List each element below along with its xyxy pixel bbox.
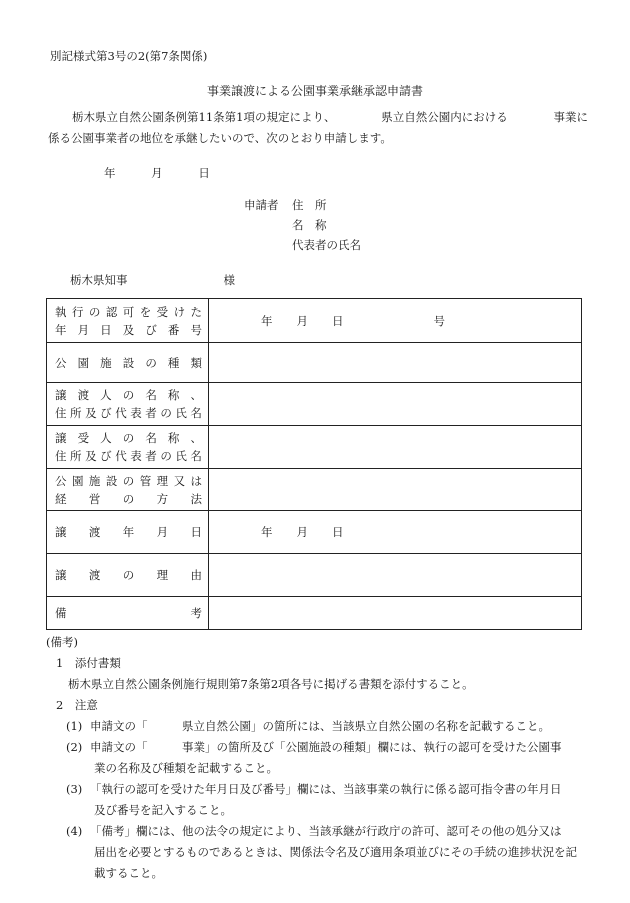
attachments-text: 栃木県立自然公園条例施行規則第7条第2項各号に掲げる書類を添付すること。 xyxy=(68,677,474,691)
label-line xyxy=(55,354,202,372)
label-char: 執 xyxy=(55,304,67,319)
label-char: び xyxy=(145,322,157,337)
label-char: 譲 xyxy=(55,568,67,582)
caution-item-text: 申請文の「 県立自然公園」の箇所には、当該県立自然公園の名称を記載すること。 xyxy=(90,719,550,733)
caution-item-continuation: 届出を必要とするものであるときは、関係法令名及び適用条項並びにその手続の進捗状況を記 xyxy=(94,845,577,859)
attachments-title: 1 添付書類 xyxy=(56,656,121,670)
form-code: 別記様式第3号の2(第7条関係) xyxy=(50,49,208,63)
label-char: の xyxy=(122,473,135,488)
value-unit: 号 xyxy=(433,313,445,328)
value-unit: 日 xyxy=(332,313,344,328)
label-char: 代 xyxy=(115,406,127,420)
caution-item xyxy=(46,821,577,842)
remarks-heading: (備考) xyxy=(46,635,78,649)
label-char: 公 xyxy=(55,473,67,488)
label-char: 経 xyxy=(55,491,67,506)
label-char: 管 xyxy=(139,473,152,488)
statement-part: 事業に xyxy=(553,110,588,124)
form-row-label xyxy=(47,343,209,383)
label-line xyxy=(55,321,202,339)
label-line xyxy=(55,429,202,447)
label-char: 渡 xyxy=(77,388,90,402)
label-char: の xyxy=(160,406,172,420)
label-char: 、 xyxy=(190,431,202,445)
form-row xyxy=(47,343,582,383)
caution-title: 2 注意 xyxy=(56,698,98,712)
label-line xyxy=(55,523,202,541)
caution-item-text: 申請文の「 事業」の箇所及び「公園施設の種類」欄には、執行の認可を受けた公園事 xyxy=(90,740,562,754)
label-char: 号 xyxy=(190,322,202,337)
label-line xyxy=(55,566,202,584)
date-day: 日 xyxy=(198,166,210,180)
statement-line-1 xyxy=(48,107,588,128)
form-row xyxy=(47,554,582,597)
applicant-address-label: 住 所 xyxy=(292,198,327,212)
label-char: 及 xyxy=(122,322,135,337)
application-statement xyxy=(48,107,588,149)
label-char: 備 xyxy=(55,606,67,620)
form-row-value[interactable] xyxy=(209,426,582,469)
form-row-label xyxy=(47,469,209,511)
label-char: け xyxy=(173,304,186,319)
label-char: 表 xyxy=(130,406,142,420)
applicant-label: 申請者 xyxy=(244,198,279,212)
label-char: 及 xyxy=(85,406,97,420)
caution-item-text: 「備考」欄には、他の法令の規定により、当該承継が行政庁の許可、認可その他の処分又は xyxy=(90,824,562,838)
form-row-value[interactable] xyxy=(209,597,582,630)
label-char: 譲 xyxy=(55,388,67,402)
date-month: 月 xyxy=(151,166,163,180)
label-line xyxy=(55,604,202,622)
remarks-section xyxy=(46,632,577,884)
caution-item xyxy=(46,716,577,737)
date-year: 年 xyxy=(104,166,116,180)
label-char: 方 xyxy=(156,491,169,506)
form-row-label xyxy=(47,597,209,630)
label-char: 受 xyxy=(77,431,90,445)
addressee-name: 栃木県知事 xyxy=(70,273,128,287)
caution-item-text: 「執行の認可を受けた年月日及び番号」欄には、当該事業の執行に係る認可指令書の年月日 xyxy=(90,782,562,796)
label-char: 施 xyxy=(88,473,101,488)
label-char: の xyxy=(145,355,157,370)
form-row-value[interactable] xyxy=(209,343,582,383)
label-line xyxy=(55,472,202,490)
document-title: 事業譲渡による公園事業承継承認申請書 xyxy=(206,84,423,98)
label-line xyxy=(55,303,202,321)
form-row xyxy=(47,511,582,554)
label-char: 月 xyxy=(77,322,90,337)
form-row-label xyxy=(47,299,209,343)
label-line xyxy=(55,404,202,422)
label-char: 年 xyxy=(122,525,135,539)
label-char: 番 xyxy=(167,322,180,337)
form-row-value[interactable] xyxy=(209,469,582,511)
label-char: 氏 xyxy=(175,406,187,420)
label-char: 法 xyxy=(190,491,202,506)
label-char: 譲 xyxy=(55,525,67,539)
label-char: の xyxy=(122,568,135,582)
value-unit: 年 xyxy=(261,313,273,328)
label-char: 由 xyxy=(190,568,202,582)
label-char: 考 xyxy=(190,606,202,620)
label-char: 受 xyxy=(156,304,169,319)
label-char: 年 xyxy=(55,322,67,337)
label-line xyxy=(55,386,202,404)
form-row xyxy=(47,597,582,630)
label-char: 譲 xyxy=(55,431,67,445)
label-char: 人 xyxy=(100,388,112,402)
label-char: 施 xyxy=(100,355,112,370)
label-char: 者 xyxy=(145,406,157,420)
caution-item-number: (3) xyxy=(66,782,83,796)
label-char: 園 xyxy=(71,473,84,488)
caution-item-continuation: 業の名称及び種類を記載すること。 xyxy=(94,761,278,775)
label-char: 名 xyxy=(145,388,157,402)
label-char: は xyxy=(190,473,202,488)
label-char: 渡 xyxy=(88,568,101,582)
label-char: の xyxy=(160,449,172,463)
label-char: 人 xyxy=(100,431,112,445)
caution-item-continuation: 載すること。 xyxy=(94,866,163,880)
caution-item-number: (1) xyxy=(66,719,83,733)
label-char: 及 xyxy=(85,449,97,463)
value-unit: 月 xyxy=(296,525,308,539)
caution-item xyxy=(46,779,577,800)
label-char: 理 xyxy=(156,568,169,582)
label-char: 日 xyxy=(100,322,112,337)
label-char: 設 xyxy=(122,355,135,370)
label-char: 所 xyxy=(70,449,82,463)
label-char: び xyxy=(100,406,112,420)
label-char: を xyxy=(139,304,152,319)
addressee xyxy=(70,272,235,288)
label-char: 名 xyxy=(145,431,157,445)
label-char: 所 xyxy=(70,406,82,420)
form-row xyxy=(47,469,582,511)
form-row-label xyxy=(47,511,209,554)
applicant-representative-label: 代表者の氏名 xyxy=(292,238,361,252)
label-char: 類 xyxy=(190,355,202,370)
label-char: 設 xyxy=(105,473,118,488)
label-char: 名 xyxy=(190,449,202,463)
label-char: 又 xyxy=(173,473,186,488)
label-char: 可 xyxy=(122,304,135,319)
label-char: の xyxy=(88,304,101,319)
caution-item-number: (2) xyxy=(66,740,83,754)
label-char: 住 xyxy=(55,406,67,420)
caution-item-number: (4) xyxy=(66,824,83,838)
application-form-table xyxy=(46,298,582,630)
label-char: の xyxy=(122,431,135,445)
label-char: の xyxy=(122,388,135,402)
label-char: 営 xyxy=(88,491,101,506)
form-row-value[interactable] xyxy=(209,299,582,343)
form-row xyxy=(47,426,582,469)
label-char: た xyxy=(190,304,202,319)
label-char: 住 xyxy=(55,449,67,463)
label-char: の xyxy=(122,491,135,506)
label-char: 認 xyxy=(105,304,118,319)
label-char: 種 xyxy=(167,355,180,370)
label-char: 氏 xyxy=(175,449,187,463)
form-row-label xyxy=(47,426,209,469)
label-char: 者 xyxy=(145,449,157,463)
addressee-honorific: 様 xyxy=(223,273,235,287)
label-char: 表 xyxy=(130,449,142,463)
label-char: 公 xyxy=(55,355,67,370)
label-char: 称 xyxy=(167,388,180,402)
label-char: 園 xyxy=(77,355,90,370)
label-char: 日 xyxy=(190,525,202,539)
value-unit: 月 xyxy=(296,313,308,328)
form-row-value[interactable] xyxy=(209,554,582,597)
label-char: 理 xyxy=(156,473,169,488)
statement-part: 県立自然公園内における xyxy=(381,110,508,124)
form-row-label xyxy=(47,383,209,426)
label-char: 称 xyxy=(167,431,180,445)
label-char: 渡 xyxy=(88,525,101,539)
caution-items xyxy=(46,716,577,884)
value-unit: 年 xyxy=(261,525,273,539)
form-row-label xyxy=(47,554,209,597)
caution-item-continuation: 及び番号を記入すること。 xyxy=(94,803,232,817)
form-row xyxy=(47,383,582,426)
caution-item xyxy=(46,737,577,758)
label-line xyxy=(55,447,202,465)
label-line xyxy=(55,490,202,508)
label-char: び xyxy=(100,449,112,463)
label-char: 代 xyxy=(115,449,127,463)
label-char: 、 xyxy=(190,388,202,402)
label-char: 行 xyxy=(71,304,84,319)
form-row-value[interactable] xyxy=(209,511,582,554)
application-date xyxy=(104,165,230,181)
label-char: 名 xyxy=(190,406,202,420)
label-char: 月 xyxy=(156,525,169,539)
applicant-block xyxy=(244,195,361,255)
statement-part: 栃木県立自然公園条例第11条第1項の規定により、 xyxy=(72,110,336,124)
statement-line-2: 係る公園事業者の地位を承継したいので、次のとおり申請します。 xyxy=(48,131,392,145)
form-row xyxy=(47,299,582,343)
value-unit: 日 xyxy=(332,525,344,539)
form-row-value[interactable] xyxy=(209,383,582,426)
applicant-name-label: 名 称 xyxy=(292,218,327,232)
